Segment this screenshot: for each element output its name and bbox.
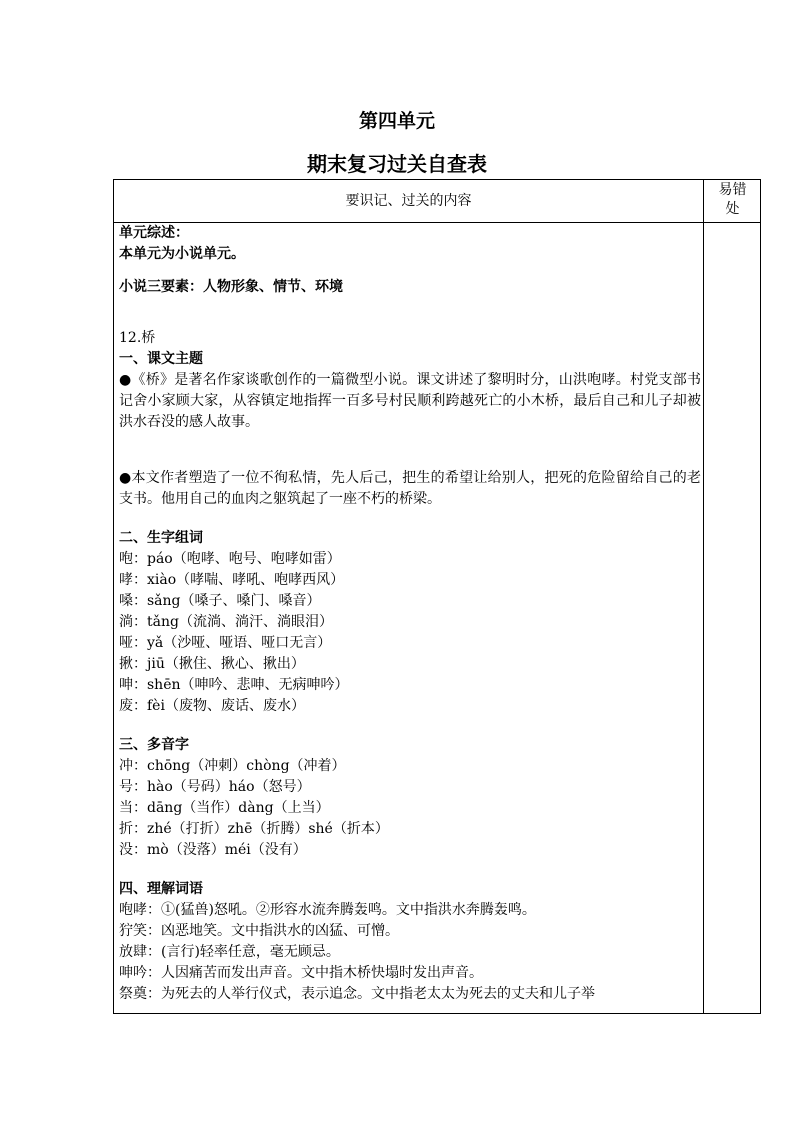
word-item: 揪：jiū（揪住、揪心、揪出） [119, 656, 305, 672]
column-header-error-prone-line1: 易错 [718, 182, 747, 198]
content-cell [119, 223, 701, 1013]
vocab-item: 放肆：(言行)轻率任意，毫无顾忌。 [119, 944, 340, 960]
theme-heading: 一、课文主题 [119, 351, 203, 367]
word-item: 呻：shēn（呻吟、悲呻、无病呻吟） [119, 677, 349, 693]
column-header-content: 要识记、过关的内容 [345, 193, 472, 209]
vocab-item: 咆哮：①(猛兽)怒吼。②形容水流奔腾轰鸣。文中指洪水奔腾轰鸣。 [119, 902, 536, 918]
summary-heading: 单元综述： [119, 225, 189, 241]
word-item: 废：fèi（废物、废话、废水） [119, 698, 305, 714]
theme-paragraph-2: ●本文作者塑造了一位不徇私情，先人后己，把生的希望让给别人，把死的危险留给自己的老支书。他用自己的血肉之躯筑起了一座不朽的桥梁。 [119, 470, 701, 507]
word-item: 咆：páo（咆哮、咆号、咆哮如雷） [119, 551, 341, 567]
polyphone-item: 没：mò（没落）méi（没有） [119, 842, 307, 858]
unit-title: 第四单元 [358, 110, 435, 132]
polyphone-heading: 三、多音字 [119, 737, 189, 753]
summary-line: 本单元为小说单元。 [119, 246, 245, 262]
word-item: 哑：yǎ（沙哑、哑语、哑口无言） [119, 635, 332, 651]
column-header-error-prone-line2: 处 [725, 201, 740, 217]
word-item: 哮：xiào（哮喘、哮吼、咆哮西风） [119, 572, 345, 588]
page-title: 期末复习过关自查表 [307, 152, 487, 176]
word-item: 淌：tǎng（流淌、淌汗、淌眼泪） [119, 614, 333, 630]
vocab-heading: 四、理解词语 [119, 881, 203, 897]
polyphone-item: 折：zhé（打折）zhē（折腾）shé（折本） [119, 821, 389, 837]
column-divider [703, 180, 704, 1013]
vocab-item: 呻吟：人因痛苦而发出声音。文中指木桥快塌时发出声音。 [119, 965, 483, 981]
self-check-table [113, 179, 761, 1014]
polyphone-item: 当：dāng（当作）dàng（上当） [119, 800, 330, 816]
word-item: 嗓：sǎng（嗓子、嗓门、嗓音） [119, 593, 321, 609]
lesson-title: 12.桥 [119, 330, 156, 346]
column-header-error-prone [704, 181, 761, 219]
polyphone-item: 号：hào（号码）háo（怒号） [119, 779, 311, 795]
vocab-item: 祭奠：为死去的人举行仪式，表示追念。文中指老太太为死去的丈夫和儿子举 [119, 986, 595, 1002]
summary-elements: 小说三要素：人物形象、情节、环境 [119, 279, 343, 295]
vocab-item: 狞笑：凶恶地笑。文中指洪水的凶猛、可憎。 [119, 923, 399, 939]
theme-paragraph-1: ●《桥》是著名作家谈歌创作的一篇微型小说。课文讲述了黎明时分，山洪咆哮。村党支部书记舍小家顾大家，从容镇定地指挥一百多号村民顺利跨越死亡的小木桥，最后自己和儿子却被洪水吞没的感人故事。 [119, 372, 701, 430]
polyphone-item: 冲：chōng（冲刺）chòng（冲着） [119, 758, 346, 774]
words-heading: 二、生字组词 [119, 530, 203, 546]
